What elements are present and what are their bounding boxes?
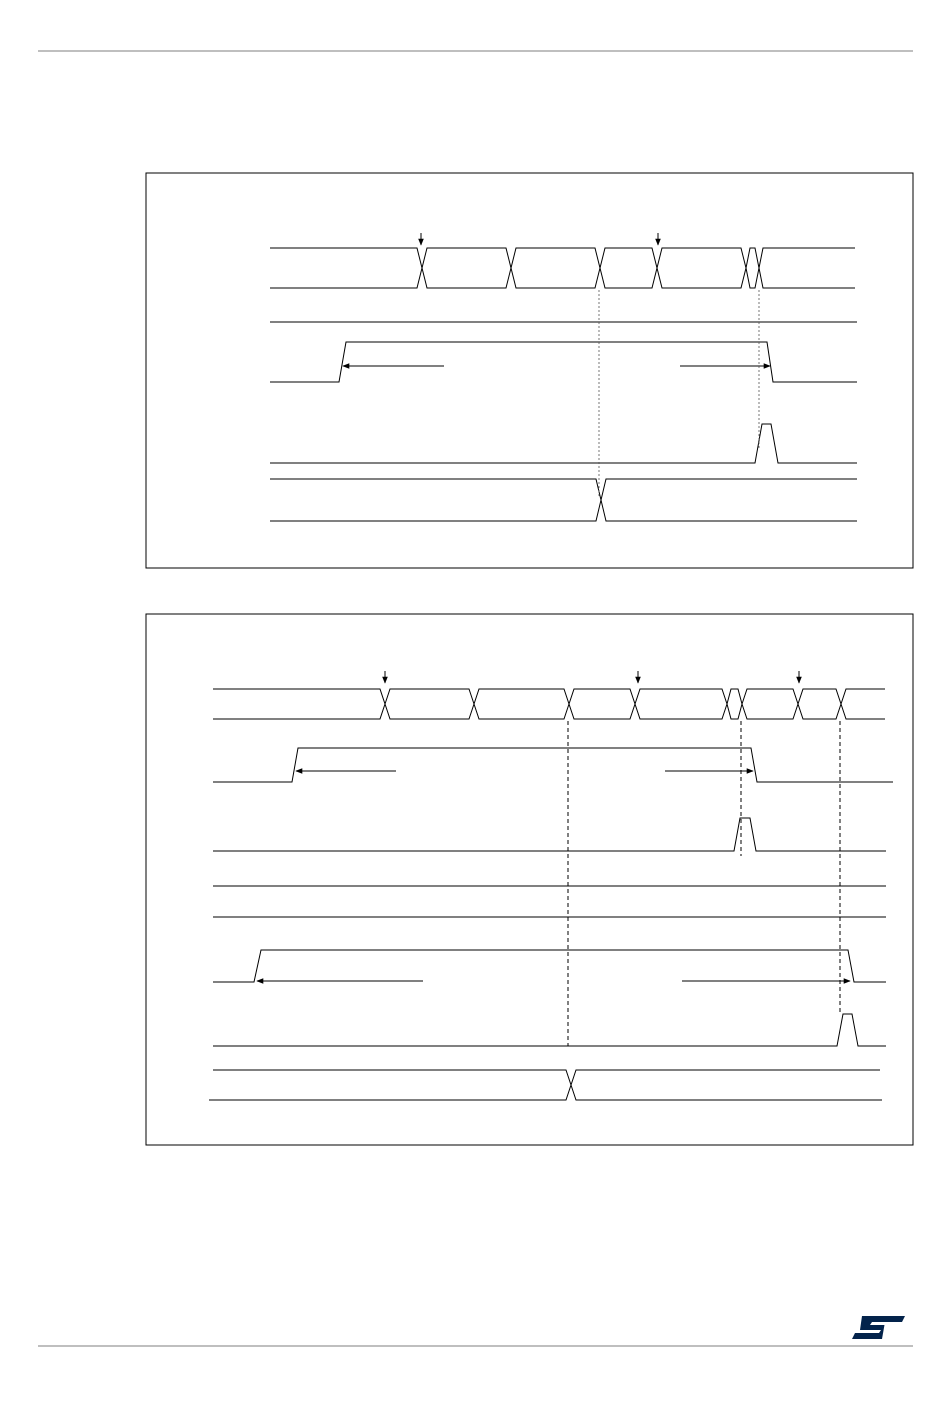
state-waveform [270,479,601,521]
state-waveform [601,479,857,521]
flag-pulse-waveform [213,818,886,851]
enable-waveform [213,950,886,982]
figure-bottom-frame [146,614,913,1145]
bus-waveform [213,689,885,719]
st-logo-icon [852,1316,905,1339]
enable-waveform [213,748,893,782]
figure-bottom [146,614,913,1145]
state-waveform [571,1070,882,1100]
flag-pulse-waveform [213,1014,886,1046]
enable-waveform [270,342,857,382]
figure-top [146,173,913,568]
bus-waveform [270,248,855,288]
flag-pulse-waveform [270,424,857,463]
state-waveform [209,1070,571,1100]
figure-top-frame [146,173,913,568]
